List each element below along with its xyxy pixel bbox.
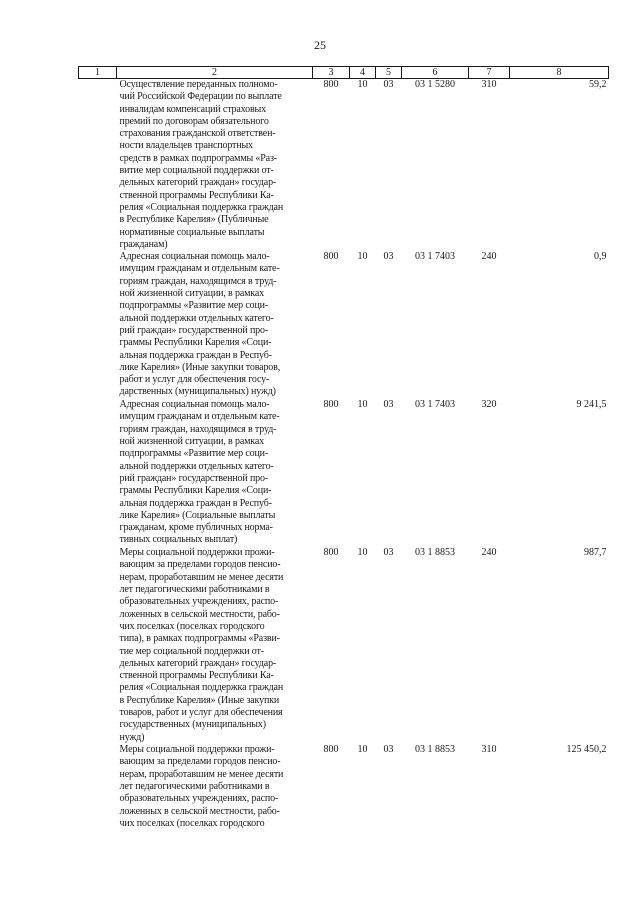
- section-code-cell: 10: [357, 79, 368, 90]
- ministry-code-cell: 800: [323, 744, 339, 756]
- amount-cell: 125 450,2: [566, 744, 607, 756]
- target-article-cell: 03 1 7403: [415, 399, 455, 411]
- expense-type-cell: 310: [481, 79, 497, 90]
- table-row: [79, 744, 609, 834]
- page-number: 25: [314, 38, 326, 52]
- subsection-code-cell: 03: [383, 251, 394, 263]
- table-row: [79, 547, 609, 744]
- subsection-code-cell: 03: [383, 547, 394, 559]
- ministry-code-cell: 800: [323, 251, 339, 263]
- description-cell: Адресная социальная помощь мало- имущим гражданам и отдельным кате- гориям граждан, находящимся в труд- ной жизненной ситуации, в рамках подпрограммы «Развитие мер соци- альной поддержки отдельных катего- рий граждан» государственной про- граммы Республики Карелия «Соци- альная поддержка граждан в Респуб- лике Карелия» (Иные закупки товаров, работ и услуг для обеспечения госу- дарственных (муниципальных) нужд): [119, 251, 281, 398]
- section-code-cell: 10: [357, 547, 368, 559]
- row-number-cell: [79, 399, 117, 547]
- ministry-code-cell: 800: [323, 399, 339, 411]
- table-row: [79, 251, 609, 399]
- column-header: 5: [376, 67, 402, 79]
- amount-cell: 9 241,5: [576, 399, 607, 411]
- amount-cell: 59,2: [589, 79, 607, 90]
- description-cell: Адресная социальная помощь мало- имущим гражданам и отдельным кате- гориям граждан, находящимся в труд- ной жизненной ситуации, в рамках подпрограммы «Развитие мер соци- альной поддержки отдельных катего- рий граждан» государственной про- граммы Республики Карелия «Соци- альная поддержка граждан в Респуб- лике Карелия» (Социальные выплаты гражданам, кроме публичных норма- тивных социальных выплат): [119, 399, 280, 546]
- row-number-cell: [79, 744, 117, 834]
- expense-type-cell: 240: [481, 251, 497, 263]
- budget-table: [78, 66, 609, 834]
- ministry-code-cell: 800: [323, 79, 339, 90]
- row-number-cell: [79, 251, 117, 399]
- target-article-cell: 03 1 8853: [415, 744, 455, 756]
- column-header: 3: [313, 67, 350, 79]
- expense-type-cell: 240: [481, 547, 497, 559]
- ministry-code-cell: 800: [323, 547, 339, 559]
- table-row: [79, 399, 609, 547]
- amount-cell: 0,9: [594, 251, 607, 263]
- column-header: 8: [510, 67, 609, 79]
- description-cell: Меры социальной поддержки прожи- вающим за пределами городов пенсио- нерам, проработавшим не менее десяти лет педагогическими работниками в образовательных учреждениях, распо- ложенных в сельской местности, рабо- чих поселках (поселках городского типа), в рамках подпрограммы «Разви- тие мер социальной поддержки от- дельных категорий граждан» государ- ственной программы Республики Ка- релия «Социальная поддержка граждан в Республике Карелия» (Иные закупки товаров, работ и услуг для обеспечения государственных (муниципальных) нужд): [119, 547, 284, 743]
- amount-cell: 987,7: [584, 547, 607, 559]
- description-cell: Меры социальной поддержки прожи- вающим за пределами городов пенсио- нерам, проработавшим не менее десяти лет педагогическими работниками в образовательных учреждениях, распо- ложенных в сельской местности, рабо- чих поселках (поселках городского: [119, 744, 284, 829]
- row-number-cell: [79, 547, 117, 744]
- subsection-code-cell: 03: [383, 744, 394, 756]
- expense-type-cell: 310: [481, 744, 497, 756]
- target-article-cell: 03 1 8853: [415, 547, 455, 559]
- column-header: 6: [402, 67, 469, 79]
- table-header-row: [79, 67, 609, 79]
- section-code-cell: 10: [357, 251, 368, 263]
- column-header: 2: [117, 67, 313, 79]
- expense-type-cell: 320: [481, 399, 497, 411]
- subsection-code-cell: 03: [383, 399, 394, 411]
- column-header: 7: [469, 67, 510, 79]
- column-header: 1: [79, 67, 117, 79]
- section-code-cell: 10: [357, 744, 368, 756]
- subsection-code-cell: 03: [383, 79, 394, 90]
- column-header: 4: [350, 67, 376, 79]
- table-row: [79, 79, 609, 252]
- description-cell: Осуществление переданных полномо- чий Российской Федерации по выплате инвалидам компенсаций страховых премий по договорам обязательного страхования гражданской ответствен- ности владельцев транспортных средств в рамках подпрограммы «Раз- витие мер социальной поддержки от- дельных категорий граждан» государ- ственной программы Республики Ка- релия «Социальная поддержка граждан в Республике Карелия» (Публичные нормативные социальные выплаты гражданам): [119, 79, 284, 250]
- target-article-cell: 03 1 7403: [415, 251, 455, 263]
- section-code-cell: 10: [357, 399, 368, 411]
- target-article-cell: 03 1 5280: [415, 79, 455, 90]
- row-number-cell: [79, 79, 117, 252]
